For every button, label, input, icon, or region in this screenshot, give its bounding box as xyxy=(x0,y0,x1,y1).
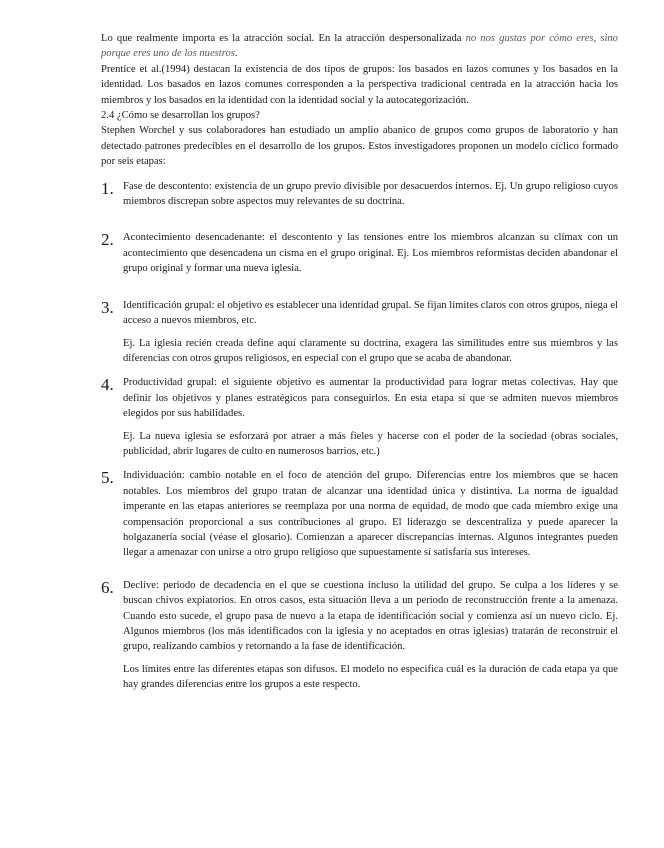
stage-2 xyxy=(101,230,618,276)
stage-number: 6. xyxy=(101,577,114,597)
prentice-paragraph: Prentice et al.(1994) destacan la existencia de dos tipos de grupos: los basados en lazos comunes y los basados en la identidad. Los basados en lazos comunes corresponden a la perspectiva tradicional centrada en la atracción hacia los miembros y los basados en la identidad con la identidad social y la autocategorización. xyxy=(101,63,618,106)
stage-text: Individuación: cambio notable en el foco de atención del grupo. Diferencias entre los miembros que se hacen notables. Los miembros del grupo tratan de alcanzar una identidad única y distintiva. La norma de igualdad imperante en las etapas anteriores se reemplaza por una norma de equidad, de modo que cada miembro exige una compensación proporcional a sus contribuciones al grupo. El liderazgo se descentraliza y puede aparecer la holgazanería social (véase el glosario). Comienzan a aparecer discrepancias internas. Algunos integrantes pueden llegar a amenazar con unirse a otro grupo religioso que supuestamente sí satisfaría sus intereses. xyxy=(123,470,618,559)
stage-3 xyxy=(101,298,618,329)
stage-6 xyxy=(101,578,618,655)
stage-3-example: Ej. La iglesia recién creada define aquí claramente su doctrina, exagera las similitudes entre sus miembros y las diferencias con otros grupos religiosos, en especial con el grupo que se acaba de abandonar. xyxy=(123,337,618,364)
stage-number: 2. xyxy=(101,230,114,250)
section-heading: 2.4 ¿Cómo se desarrollan los grupos? xyxy=(101,110,260,122)
stage-text: Productividad grupal: el siguiente objetivo es aumentar la productividad para lograr metas colectivas. Hay que definir los objetivos y planes estratégicos para conseguirlos. En esta etapa sí que se admiten nuevos miembros elegidos por sus habilidades. xyxy=(123,377,618,420)
stage-number: 3. xyxy=(101,297,114,317)
stage-text: Acontecimiento desencadenante: el descontento y las tensiones entre los miembros alcanzan su clímax con un acontecimiento que desencadena un cisma en el grupo original. Ej. Los miembros reformistas deciden abandonar el grupo original y formar una nueva iglesia. xyxy=(123,232,618,275)
stage-text: Declive: periodo de decadencia en el que se cuestiona incluso la utilidad del grupo. Se culpa a los líderes y se buscan chivos expiatorios. En otros casos, esta situación lleva a un periodo de reconstrucción frente a la amenaza. Cuando esto sucede, el grupo pasa de nuevo a la etapa de identificación social y comienza así un nuevo ciclo. Ej. Algunos miembros (los más identificados con la iglesia y no aceptados en otras iglesias) tratarán de reconstruir el grupo, realizando cambios y retornando a la fase de identificación. xyxy=(123,579,618,653)
stage-text: Identificación grupal: el objetivo es establecer una identidad grupal. Se fijan límites claros con otros grupos, niega el acceso a nuevos miembros, etc. xyxy=(123,299,618,327)
document-page xyxy=(101,31,618,693)
worchel-paragraph: Stephen Worchel y sus colaboradores han estudiado un amplio abanico de grupos como grupos de laboratorio y han detectado patrones predecibles en el desarrollo de los grupos. Estos investigadores proponen un modelo cíclico formado por seis etapas: xyxy=(101,125,618,168)
stage-4-example: Ej. La nueva iglesia se esforzará por atraer a más fieles y hacerse con el poder de la sociedad (obras sociales, publicidad, abrir lugares de culto en numerosos barrios, etc.) xyxy=(123,430,618,457)
stage-1 xyxy=(101,179,618,210)
intro-italic-quote: no nos gustas por cómo eres, sino porque eres uno de los nuestros xyxy=(101,33,618,60)
stage-4 xyxy=(101,375,618,421)
stage-number: 4. xyxy=(101,375,114,395)
stage-5 xyxy=(101,468,618,560)
stage-text: Fase de descontento: existencia de un grupo previo divisible por desacuerdos internos. Ej. Un grupo religioso cuyos miembros discrepan sobre aspectos muy relevantes de su doctrina. xyxy=(123,180,618,208)
intro-paragraph: Lo que realmente importa es la atracción social. En la atracción despersonalizada no nos gustas por cómo eres, sino porque eres uno de los nuestros. xyxy=(101,33,618,60)
closing-paragraph: Los límites entre las diferentes etapas son difusos. El modelo no especifica cuál es la duración de cada etapa ya que hay grandes diferencias entre los grupos a este respecto. xyxy=(123,663,618,691)
stage-number: 5. xyxy=(101,468,114,488)
stage-number: 1. xyxy=(101,178,114,198)
